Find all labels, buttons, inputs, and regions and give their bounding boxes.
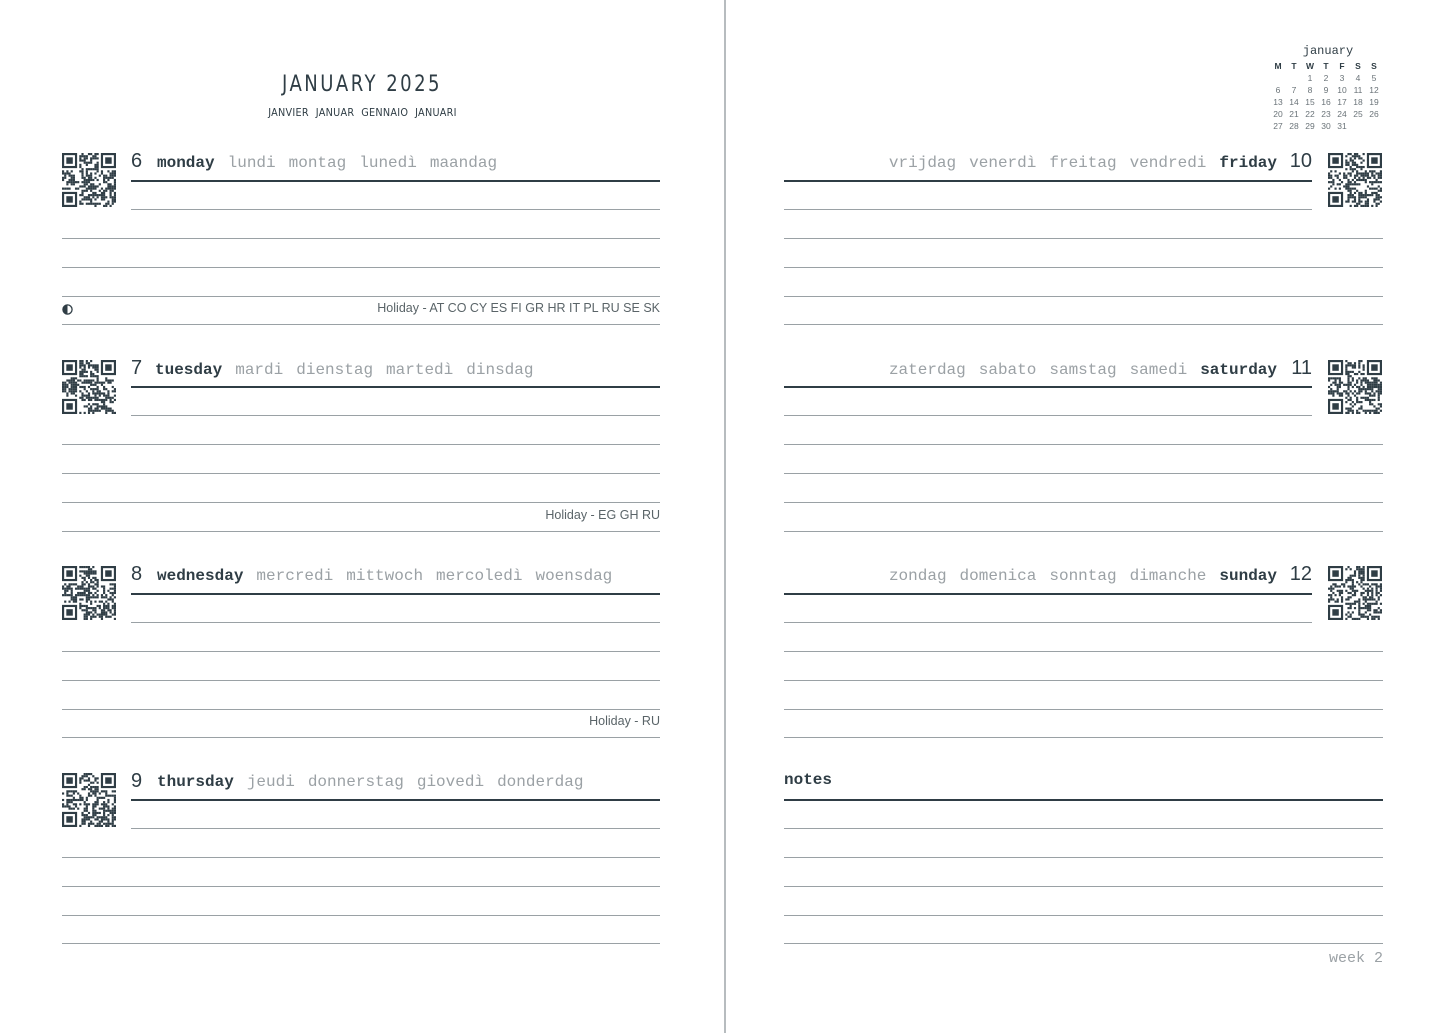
day-name-translation: dimanche bbox=[1129, 567, 1207, 585]
mini-calendar-title: january bbox=[1302, 44, 1354, 58]
day-names-wednesday bbox=[157, 565, 625, 587]
day-name-translation: zondag bbox=[888, 567, 947, 585]
writing-rule bbox=[784, 622, 1312, 623]
qr-code-icon bbox=[62, 566, 116, 620]
holiday-note: Holiday - RU bbox=[589, 714, 660, 728]
day-name-translation: jeudi bbox=[246, 773, 295, 791]
day-number: 9 bbox=[131, 770, 143, 792]
mini-calendar-weekday: T bbox=[1291, 61, 1297, 71]
writing-rule bbox=[62, 296, 660, 297]
day-name-translation: mittwoch bbox=[346, 567, 424, 585]
day-name-translation: mercredi bbox=[256, 567, 334, 585]
mini-calendar-day bbox=[1286, 73, 1302, 83]
mini-calendar-day: 24 bbox=[1337, 109, 1347, 119]
mini-calendar-day: 1 bbox=[1307, 73, 1313, 83]
day-name-translation: venerdì bbox=[969, 154, 1037, 172]
day-names-thursday bbox=[157, 771, 596, 793]
day-names-tuesday bbox=[155, 359, 546, 381]
writing-rule bbox=[784, 296, 1383, 297]
day-name-translation: samedi bbox=[1129, 361, 1188, 379]
mini-calendar-day: 17 bbox=[1337, 97, 1347, 107]
writing-rule bbox=[62, 680, 660, 681]
mini-calendar-day: 7 bbox=[1291, 85, 1297, 95]
writing-rule bbox=[62, 502, 660, 503]
mini-calendar-weekday: F bbox=[1339, 61, 1345, 71]
day-name-translation: sonntag bbox=[1049, 567, 1117, 585]
day-name: wednesday bbox=[157, 567, 244, 585]
mini-calendar-day bbox=[1270, 73, 1286, 83]
day-name: monday bbox=[157, 154, 215, 172]
mini-calendar-day: 27 bbox=[1273, 121, 1283, 131]
writing-rule bbox=[131, 180, 660, 182]
day-name-translation: samstag bbox=[1049, 361, 1117, 379]
mini-calendar-day bbox=[1366, 121, 1382, 131]
writing-rule bbox=[62, 473, 660, 474]
mini-calendar-day: 8 bbox=[1307, 85, 1313, 95]
writing-rule bbox=[784, 473, 1383, 474]
writing-rule bbox=[784, 680, 1383, 681]
writing-rule bbox=[784, 828, 1383, 829]
day-name: saturday bbox=[1200, 361, 1277, 379]
mini-calendar-day: 5 bbox=[1371, 73, 1377, 83]
writing-rule bbox=[784, 651, 1383, 652]
writing-rule bbox=[784, 180, 1312, 182]
mini-calendar-day: 14 bbox=[1289, 97, 1299, 107]
day-name-translation: sabato bbox=[978, 361, 1037, 379]
writing-rule bbox=[784, 324, 1383, 325]
mini-calendar-day: 30 bbox=[1321, 121, 1331, 131]
day-number: 12 bbox=[1289, 563, 1312, 585]
day-name-translation: freitag bbox=[1049, 154, 1117, 172]
mini-calendar-day: 22 bbox=[1305, 109, 1315, 119]
day-name-translation: donnerstag bbox=[307, 773, 404, 791]
writing-rule bbox=[784, 799, 1383, 801]
mini-calendar-day: 9 bbox=[1323, 85, 1329, 95]
writing-rule bbox=[62, 857, 660, 858]
writing-rule bbox=[784, 238, 1383, 239]
day-name-translation: lunedì bbox=[359, 154, 417, 172]
mini-calendar-weekday: W bbox=[1305, 61, 1315, 71]
writing-rule bbox=[784, 709, 1383, 710]
mini-calendar-day: 16 bbox=[1321, 97, 1331, 107]
mini-calendar-day bbox=[1350, 121, 1366, 131]
mini-calendar-day: 10 bbox=[1337, 85, 1347, 95]
mini-calendar-day: 25 bbox=[1353, 109, 1363, 119]
writing-rule bbox=[62, 943, 660, 944]
writing-rule bbox=[62, 709, 660, 710]
qr-code-icon bbox=[62, 360, 116, 414]
mini-calendar-day: 31 bbox=[1337, 121, 1347, 131]
mini-calendar-day: 11 bbox=[1353, 85, 1363, 95]
qr-code-icon bbox=[62, 773, 116, 827]
mini-calendar-day: 12 bbox=[1369, 85, 1379, 95]
mini-calendar-day: 20 bbox=[1273, 109, 1283, 119]
writing-rule bbox=[784, 886, 1383, 887]
day-name-translation: zaterdag bbox=[888, 361, 966, 379]
writing-rule bbox=[62, 324, 660, 325]
writing-rule bbox=[784, 415, 1312, 416]
mini-calendar-day: 6 bbox=[1275, 85, 1281, 95]
writing-rule bbox=[131, 799, 660, 801]
writing-rule bbox=[62, 915, 660, 916]
writing-rule bbox=[62, 737, 660, 738]
mini-calendar bbox=[1270, 44, 1386, 131]
day-name: sunday bbox=[1219, 567, 1277, 585]
day-name: thursday bbox=[157, 773, 234, 791]
writing-rule bbox=[62, 444, 660, 445]
day-names-monday bbox=[157, 152, 510, 174]
qr-code-icon bbox=[62, 153, 116, 207]
qr-code-icon bbox=[1328, 566, 1382, 620]
day-name-translation: donderdag bbox=[497, 773, 584, 791]
mini-calendar-grid bbox=[1270, 61, 1386, 131]
day-name-translation: martedì bbox=[386, 361, 454, 379]
day-name: tuesday bbox=[155, 361, 223, 379]
mini-calendar-day: 15 bbox=[1305, 97, 1315, 107]
week-number: week 2 bbox=[1328, 950, 1383, 967]
writing-rule bbox=[62, 886, 660, 887]
mini-calendar-day: 28 bbox=[1289, 121, 1299, 131]
moon-phase-icon bbox=[62, 304, 73, 315]
writing-rule bbox=[131, 828, 660, 829]
day-name-translation: giovedì bbox=[416, 773, 485, 791]
mini-calendar-day: 29 bbox=[1305, 121, 1315, 131]
notes-label: notes bbox=[784, 771, 833, 789]
day-number: 7 bbox=[131, 357, 143, 379]
month-title: JANUARY 2025 bbox=[282, 72, 442, 97]
day-name-translation: dienstag bbox=[296, 361, 374, 379]
day-names-sunday bbox=[876, 565, 1277, 587]
mini-calendar-day: 21 bbox=[1289, 109, 1299, 119]
mini-calendar-day: 3 bbox=[1339, 73, 1345, 83]
writing-rule bbox=[131, 593, 660, 595]
writing-rule bbox=[784, 531, 1383, 532]
mini-calendar-day: 2 bbox=[1323, 73, 1329, 83]
day-name-translation: montag bbox=[288, 154, 347, 172]
day-names-saturday bbox=[876, 359, 1277, 381]
writing-rule bbox=[131, 415, 660, 416]
mini-calendar-day: 18 bbox=[1353, 97, 1363, 107]
mini-calendar-weekday: T bbox=[1323, 61, 1329, 71]
day-number: 6 bbox=[131, 150, 143, 172]
mini-calendar-day: 23 bbox=[1321, 109, 1331, 119]
day-number: 11 bbox=[1291, 357, 1312, 379]
writing-rule bbox=[131, 386, 660, 388]
day-name-translation: domenica bbox=[959, 567, 1037, 585]
writing-rule bbox=[784, 209, 1312, 210]
mini-calendar-weekday: S bbox=[1355, 61, 1361, 71]
writing-rule bbox=[131, 209, 660, 210]
writing-rule bbox=[784, 386, 1312, 388]
writing-rule bbox=[62, 267, 660, 268]
writing-rule bbox=[784, 857, 1383, 858]
writing-rule bbox=[784, 943, 1383, 944]
writing-rule bbox=[784, 502, 1383, 503]
day-number: 8 bbox=[131, 563, 143, 585]
mini-calendar-weekday: M bbox=[1274, 61, 1282, 71]
mini-calendar-day: 19 bbox=[1369, 97, 1379, 107]
writing-rule bbox=[62, 238, 660, 239]
writing-rule bbox=[784, 737, 1383, 738]
month-translations: JANVIER JANUAR GENNAIO JANUARI bbox=[268, 106, 457, 119]
holiday-note: Holiday - EG GH RU bbox=[545, 508, 660, 522]
writing-rule bbox=[62, 651, 660, 652]
day-name-translation: lundi bbox=[227, 154, 276, 172]
day-name-translation: woensdag bbox=[535, 567, 613, 585]
holiday-note: Holiday - AT CO CY ES FI GR HR IT PL RU SE SK bbox=[377, 301, 660, 315]
day-name-translation: dinsdag bbox=[466, 361, 534, 379]
mini-calendar-day: 13 bbox=[1273, 97, 1283, 107]
page-spine bbox=[724, 0, 726, 1033]
writing-rule bbox=[784, 267, 1383, 268]
writing-rule bbox=[62, 531, 660, 532]
mini-calendar-weekday: S bbox=[1371, 61, 1377, 71]
day-names-friday bbox=[876, 152, 1277, 174]
qr-code-icon bbox=[1328, 360, 1382, 414]
writing-rule bbox=[784, 444, 1383, 445]
day-name-translation: vendredi bbox=[1129, 154, 1207, 172]
day-name-translation: mercoledì bbox=[436, 567, 523, 585]
writing-rule bbox=[784, 915, 1383, 916]
mini-calendar-day: 4 bbox=[1355, 73, 1361, 83]
day-number: 10 bbox=[1289, 150, 1312, 172]
mini-calendar-day: 26 bbox=[1369, 109, 1379, 119]
day-name: friday bbox=[1219, 154, 1277, 172]
writing-rule bbox=[131, 622, 660, 623]
qr-code-icon bbox=[1328, 153, 1382, 207]
day-name-translation: mardi bbox=[235, 361, 284, 379]
day-name-translation: vrijdag bbox=[888, 154, 957, 172]
writing-rule bbox=[784, 593, 1312, 595]
day-name-translation: maandag bbox=[429, 154, 498, 172]
